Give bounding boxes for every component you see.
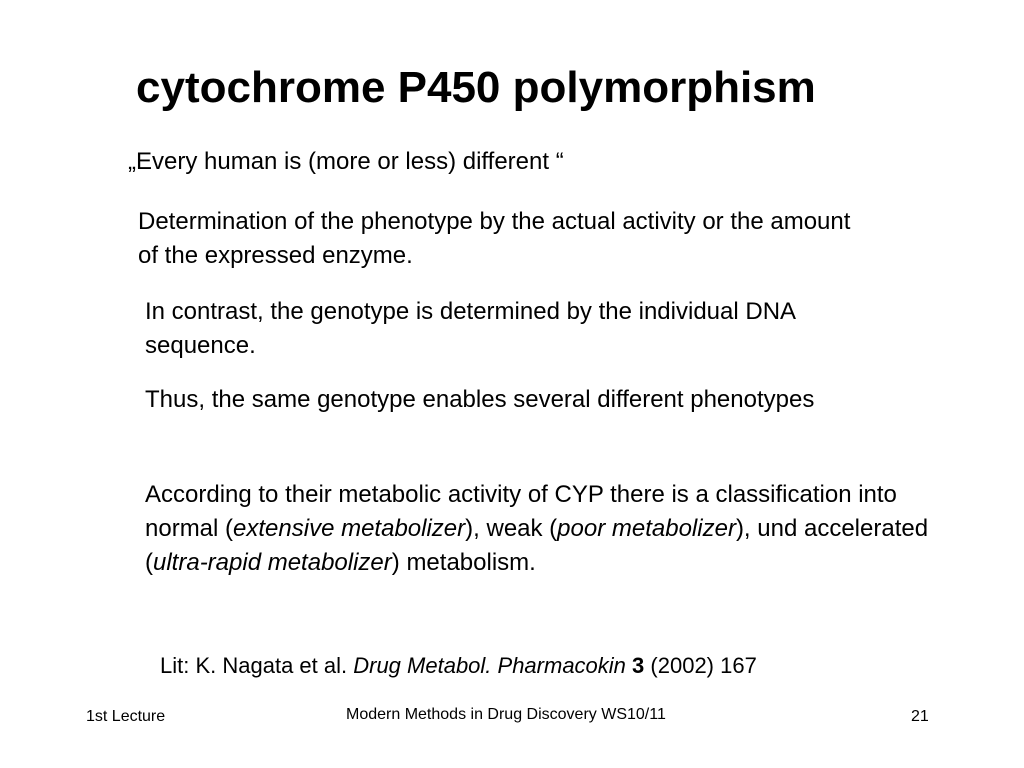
genotype-paragraph: In contrast, the genotype is determined by the individual DNA sequence. [145,298,795,359]
classification-paragraph [145,478,935,580]
literature-reference [160,650,757,682]
literature-prefix: Lit: K. Nagata et al. [160,653,354,678]
classification-text-3: ), und accelerated ( [145,515,929,576]
footer-lecture-label: 1st Lecture [86,708,166,725]
same-genotype-paragraph: Thus, the same genotype enables several different phenotypes [145,386,815,413]
extensive-metabolizer-term: extensive metabolizer [233,515,466,542]
phenotype-paragraph: Determination of the phenotype by the actual activity or the amount of the expressed enzyme. [138,208,851,269]
ultra-rapid-metabolizer-term: ultra-rapid metabolizer [153,549,392,576]
journal-volume: 3 [632,653,645,678]
poor-metabolizer-term: poor metabolizer [557,515,736,542]
footer-course-title: Modern Methods in Drug Discovery WS10/11 [346,706,666,723]
journal-name: Drug Metabol. Pharmacokin [353,653,626,678]
classification-text-4: ) metabolism. [391,549,536,576]
slide-title: cytochrome P450 polymorphism [136,63,816,112]
literature-suffix: (2002) 167 [644,653,757,678]
quote-text: „Every human is (more or less) different “ [128,148,564,175]
classification-text-2: ), weak ( [465,515,558,542]
footer-page-number: 21 [911,708,929,725]
classification-text-1: According to their metabolic activity of CYP there is a classification into normal ( [145,481,897,542]
